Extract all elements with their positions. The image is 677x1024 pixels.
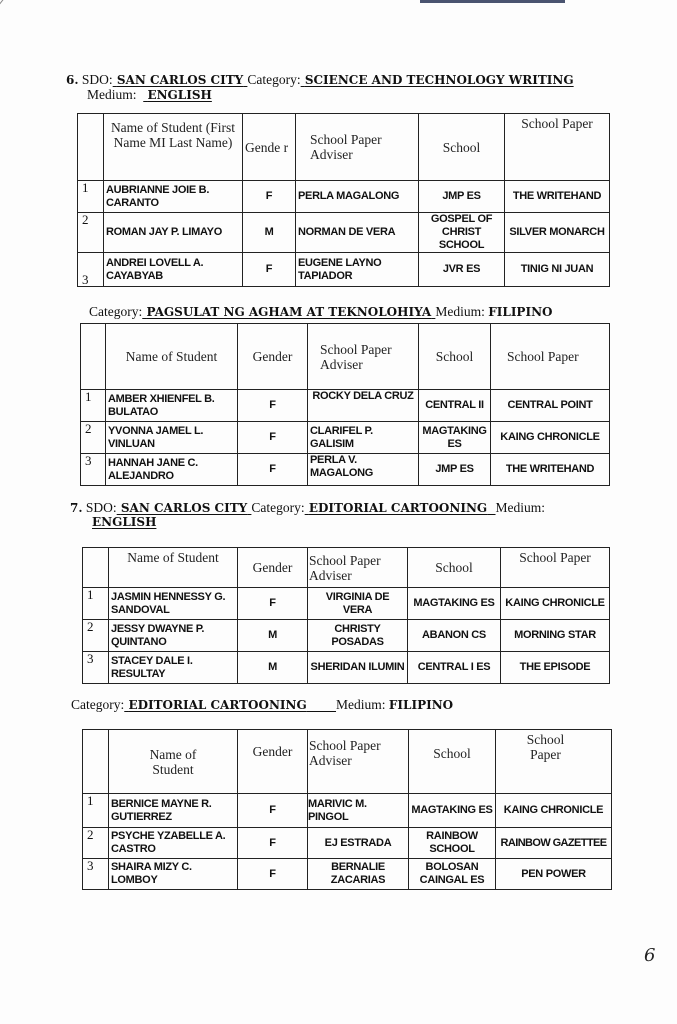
school: ABANON CS	[408, 620, 501, 652]
row-number: 1	[78, 181, 104, 213]
scan-mark	[420, 0, 565, 3]
section-7-medium	[92, 514, 156, 530]
school-paper: SILVER MONARCH	[505, 213, 610, 253]
student-name: PSYCHE YZABELLE A. CASTRO	[109, 828, 238, 859]
table-editorial-filipino	[82, 729, 612, 890]
row-number: 3	[83, 859, 109, 890]
row-number: 3	[83, 652, 109, 684]
row-number: 3	[81, 454, 106, 486]
student-name: AUBRIANNE JOIE B. CARANTO	[104, 181, 243, 213]
row-number: 2	[83, 828, 109, 859]
table-editorial-english	[82, 547, 610, 684]
table-row	[81, 454, 610, 486]
category-label: Category:	[247, 72, 301, 87]
col-header-no	[83, 548, 109, 588]
student-name: JASMIN HENNESSY G. SANDOVAL	[109, 588, 238, 620]
col-header-gender: Gende r	[243, 114, 296, 181]
table-row	[83, 859, 612, 890]
col-header-no	[78, 114, 104, 181]
row-number: 2	[81, 422, 106, 454]
adviser: MARIVIC M. PINGOL	[308, 794, 409, 828]
school-paper: THE EPISODE	[501, 652, 610, 684]
gender: F	[243, 181, 296, 213]
col-header-gender: Gender	[238, 324, 308, 390]
col-header-adviser: School Paper Adviser	[308, 324, 419, 390]
section-7-filipino-heading	[71, 697, 453, 713]
col-header-school: School	[419, 324, 491, 390]
school: CENTRAL I ES	[408, 652, 501, 684]
adviser: CHRISTY POSADAS	[308, 620, 408, 652]
school: RAINBOW SCHOOL	[409, 828, 496, 859]
school: JMP ES	[419, 181, 505, 213]
page-number: 6	[644, 945, 656, 966]
gender: F	[238, 828, 308, 859]
section-6-filipino-heading	[89, 304, 553, 320]
school: JVR ES	[419, 253, 505, 287]
gender: M	[238, 620, 308, 652]
medium-value: FILIPINO	[388, 698, 454, 712]
category-value: PAGSULAT NG AGHAM AT TEKNOLOHIYA	[146, 305, 432, 319]
table-row	[83, 588, 610, 620]
adviser: NORMAN DE VERA	[296, 213, 419, 253]
adviser: VIRGINIA DE VERA	[308, 588, 408, 620]
medium-label: Medium:	[336, 697, 386, 712]
col-header-paper: School Paper	[496, 730, 612, 794]
student-name: AMBER XHIENFEL B. BULATAO	[106, 390, 238, 422]
student-name: JESSY DWAYNE P. QUINTANO	[109, 620, 238, 652]
adviser: EUGENE LAYNO TAPIADOR	[296, 253, 419, 287]
col-header-gender: Gender	[238, 730, 308, 794]
adviser: EJ ESTRADA	[308, 828, 409, 859]
adviser: BERNALIE ZACARIAS	[308, 859, 409, 890]
table-row	[83, 828, 612, 859]
col-header-school: School	[419, 114, 505, 181]
col-header-gender: Gender	[238, 548, 308, 588]
adviser: SHERIDAN ILUMIN	[308, 652, 408, 684]
gender: F	[238, 588, 308, 620]
table-science-tech-english	[77, 113, 610, 287]
col-header-adviser: School Paper Adviser	[308, 548, 408, 588]
student-name: ANDREI LOVELL A. CAYABYAB	[104, 253, 243, 287]
section-number: 6.	[66, 73, 79, 87]
school: MAGTAKING ES	[408, 588, 501, 620]
medium-value: ENGLISH	[92, 515, 157, 529]
medium-value: FILIPINO	[488, 305, 553, 319]
category-label: Category:	[89, 304, 143, 319]
row-number: 2	[83, 620, 109, 652]
sdo-label: SDO:	[85, 500, 117, 515]
col-header-adviser: School Paper Adviser	[296, 114, 419, 181]
medium-label: Medium:	[87, 87, 137, 102]
school-paper: THE WRITEHAND	[491, 454, 610, 486]
school: GOSPEL OF CHRIST SCHOOL	[419, 213, 505, 253]
section-6-heading	[66, 72, 574, 88]
school-paper: MORNING STAR	[501, 620, 610, 652]
student-name: YVONNA JAMEL L. VINLUAN	[106, 422, 238, 454]
student-name: HANNAH JANE C. ALEJANDRO	[106, 454, 238, 486]
table-row	[78, 253, 610, 287]
table-header-row	[81, 324, 610, 390]
col-header-paper: School Paper	[505, 114, 610, 181]
school-paper: KAING CHRONICLE	[501, 588, 610, 620]
scan-edge-line	[0, 0, 11, 65]
gender: F	[238, 422, 308, 454]
gender: F	[238, 859, 308, 890]
category-value: EDITORIAL CARTOONING	[308, 501, 488, 515]
row-number: 3	[78, 253, 104, 287]
col-header-no	[83, 730, 109, 794]
table-header-row	[78, 114, 610, 181]
col-header-no	[81, 324, 106, 390]
table-header-row	[83, 730, 612, 794]
table-row	[83, 652, 610, 684]
col-header-name: Name of Student	[109, 548, 238, 588]
medium-label: Medium:	[495, 500, 546, 515]
table-row	[81, 422, 610, 454]
row-number: 1	[83, 588, 109, 620]
table-row	[78, 181, 610, 213]
school-paper: THE WRITEHAND	[505, 181, 610, 213]
category-label: Category:	[251, 500, 305, 515]
student-name: ROMAN JAY P. LIMAYO	[104, 213, 243, 253]
adviser: PERLA V. MAGALONG	[308, 454, 419, 486]
table-row	[83, 620, 610, 652]
adviser: ROCKY DELA CRUZ	[308, 390, 419, 422]
col-header-name: Name of Student	[109, 730, 238, 794]
sdo-value: SAN CARLOS CITY	[116, 73, 244, 87]
row-number: 1	[83, 794, 109, 828]
adviser: CLARIFEL P. GALISIM	[308, 422, 419, 454]
school-paper: KAING CHRONICLE	[491, 422, 610, 454]
col-header-name: Name of Student (First Name MI Last Name)	[104, 114, 243, 181]
col-header-name: Name of Student	[106, 324, 238, 390]
category-label: Category:	[71, 697, 125, 712]
school-paper: PEN POWER	[496, 859, 612, 890]
school: MAGTAKING ES	[419, 422, 491, 454]
gender: F	[238, 390, 308, 422]
school-paper: TINIG NI JUAN	[505, 253, 610, 287]
school: BOLOSAN CAINGAL ES	[409, 859, 496, 890]
adviser: PERLA MAGALONG	[296, 181, 419, 213]
table-row	[81, 390, 610, 422]
section-number: 7.	[70, 501, 83, 515]
school: JMP ES	[419, 454, 491, 486]
col-header-paper: School Paper	[501, 548, 610, 588]
table-agham-filipino	[80, 323, 610, 486]
gender: F	[238, 454, 308, 486]
col-header-school: School	[409, 730, 496, 794]
school: MAGTAKING ES	[409, 794, 496, 828]
table-row	[83, 794, 612, 828]
school-paper: CENTRAL POINT	[491, 390, 610, 422]
sdo-label: SDO:	[81, 72, 113, 87]
school-paper: KAING CHRONICLE	[496, 794, 612, 828]
student-name: STACEY DALE I. RESULTAY	[109, 652, 238, 684]
col-header-paper: School Paper	[491, 324, 610, 390]
gender: F	[238, 794, 308, 828]
medium-value: ENGLISH	[147, 88, 212, 102]
category-value: SCIENCE AND TECHNOLOGY WRITING	[304, 73, 574, 87]
row-number: 2	[78, 213, 104, 253]
section-6-medium	[87, 87, 212, 103]
sdo-value: SAN CARLOS CITY	[120, 501, 248, 515]
category-value: EDITORIAL CARTOONING	[128, 698, 307, 712]
gender: M	[243, 213, 296, 253]
col-header-school: School	[408, 548, 501, 588]
gender: F	[243, 253, 296, 287]
table-row	[78, 213, 610, 253]
student-name: BERNICE MAYNE R. GUTIERREZ	[109, 794, 238, 828]
school-paper: RAINBOW GAZETTEE	[496, 828, 612, 859]
school: CENTRAL II	[419, 390, 491, 422]
medium-label: Medium:	[435, 304, 485, 319]
row-number: 1	[81, 390, 106, 422]
gender: M	[238, 652, 308, 684]
col-header-adviser: School Paper Adviser	[308, 730, 409, 794]
student-name: SHAIRA MIZY C. LOMBOY	[109, 859, 238, 890]
table-header-row	[83, 548, 610, 588]
